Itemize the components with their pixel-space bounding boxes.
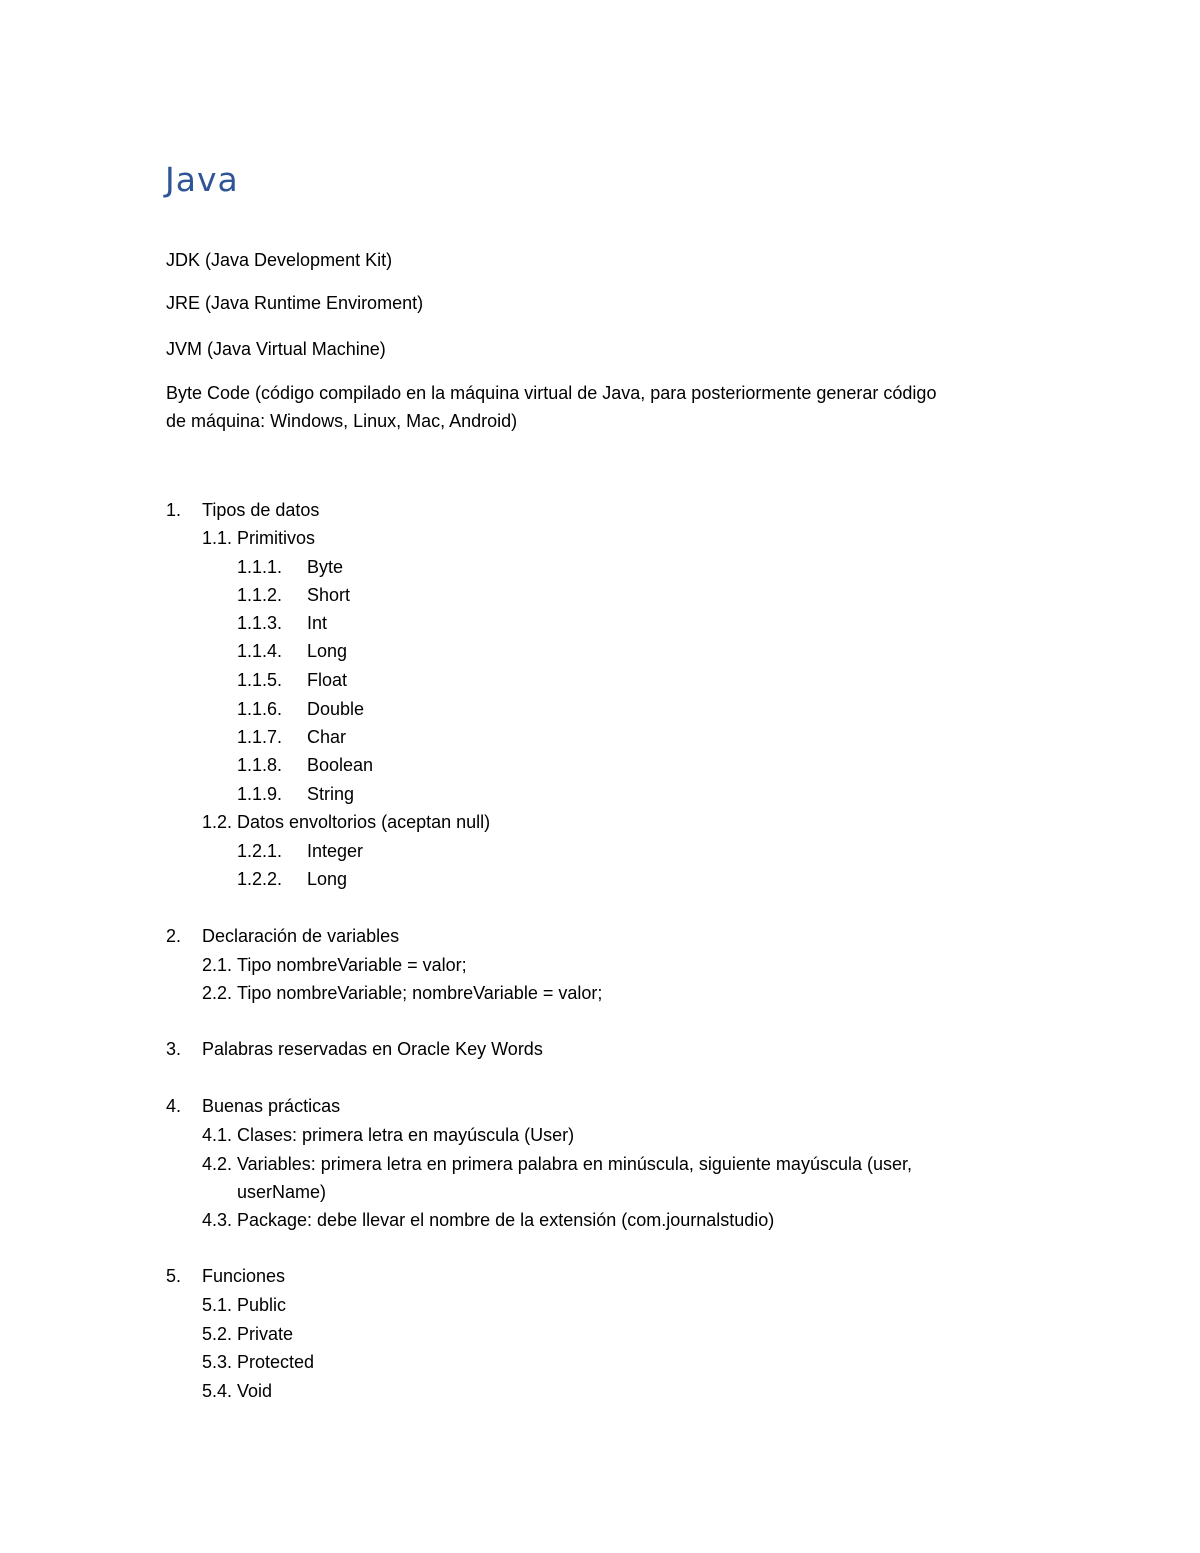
list-item-continuation: userName): [237, 1182, 327, 1202]
list-number: 1.1.2.: [237, 585, 283, 605]
list-number: 3.: [166, 1039, 182, 1059]
list-number: 1.1.3.: [237, 613, 283, 633]
list-number: 1.1.1.: [237, 557, 283, 577]
list-item: Char: [307, 727, 347, 747]
list-item: Int: [307, 613, 328, 633]
list-number: 1.2.: [202, 812, 233, 832]
list-item: Double: [307, 699, 365, 719]
list-item: Byte: [307, 557, 344, 577]
list-item: Package: debe llevar el nombre de la extensión (com.journalstudio): [237, 1210, 775, 1230]
intro-bytecode: Byte Code (código compilado en la máquina virtual de Java, para posteriormente generar código: [166, 383, 937, 403]
list-item: Primitivos: [237, 528, 316, 548]
list-item: String: [307, 784, 355, 804]
list-item: Palabras reservadas en Oracle Key Words: [202, 1039, 543, 1059]
list-item: Short: [307, 585, 351, 605]
list-number: 1.1.7.: [237, 727, 283, 747]
list-item: Integer: [307, 841, 364, 861]
list-item: Tipo nombreVariable; nombreVariable = valor;: [237, 983, 603, 1003]
list-number: 1.1.9.: [237, 784, 283, 804]
list-number: 1.1.4.: [237, 641, 283, 661]
list-number: 1.1.5.: [237, 670, 283, 690]
intro-jvm: JVM (Java Virtual Machine): [166, 339, 386, 359]
list-number: 4.: [166, 1096, 182, 1116]
list-number: 1.1.: [202, 528, 233, 548]
list-item: Public: [237, 1295, 287, 1315]
list-number: 4.1.: [202, 1125, 233, 1145]
list-number: 2.1.: [202, 955, 233, 975]
intro-jdk: JDK (Java Development Kit): [166, 250, 393, 270]
list-number: 1.1.8.: [237, 755, 283, 775]
list-number: 1.1.6.: [237, 699, 283, 719]
list-item: Protected: [237, 1352, 315, 1372]
list-item: Funciones: [202, 1266, 286, 1286]
list-item: Long: [307, 869, 348, 889]
list-number: 5.3.: [202, 1352, 233, 1372]
list-item: Long: [307, 641, 348, 661]
list-item: Void: [237, 1381, 273, 1401]
list-number: 1.2.2.: [237, 869, 283, 889]
list-item: Clases: primera letra en mayúscula (User): [237, 1125, 575, 1145]
list-number: 5.2.: [202, 1324, 233, 1344]
list-number: 5.4.: [202, 1381, 233, 1401]
list-item: Tipos de datos: [202, 500, 320, 520]
list-number: 5.1.: [202, 1295, 233, 1315]
list-number: 2.2.: [202, 983, 233, 1003]
list-number: 4.2.: [202, 1154, 233, 1174]
list-item: Variables: primera letra en primera palabra en minúscula, siguiente mayúscula (user,: [237, 1154, 912, 1174]
list-number: 5.: [166, 1266, 182, 1286]
list-item: Private: [237, 1324, 294, 1344]
intro-jre: JRE (Java Runtime Enviroment): [166, 293, 424, 313]
page-title: Java: [165, 160, 239, 199]
list-number: 1.: [166, 500, 182, 520]
list-item: Float: [307, 670, 348, 690]
list-item: Buenas prácticas: [202, 1096, 341, 1116]
list-item: Declaración de variables: [202, 926, 400, 946]
list-item: Datos envoltorios (aceptan null): [237, 812, 491, 832]
list-number: 4.3.: [202, 1210, 233, 1230]
list-item: Boolean: [307, 755, 374, 775]
list-number: 2.: [166, 926, 182, 946]
intro-bytecode-cont: de máquina: Windows, Linux, Mac, Android): [166, 411, 518, 431]
list-item: Tipo nombreVariable = valor;: [237, 955, 467, 975]
list-number: 1.2.1.: [237, 841, 283, 861]
